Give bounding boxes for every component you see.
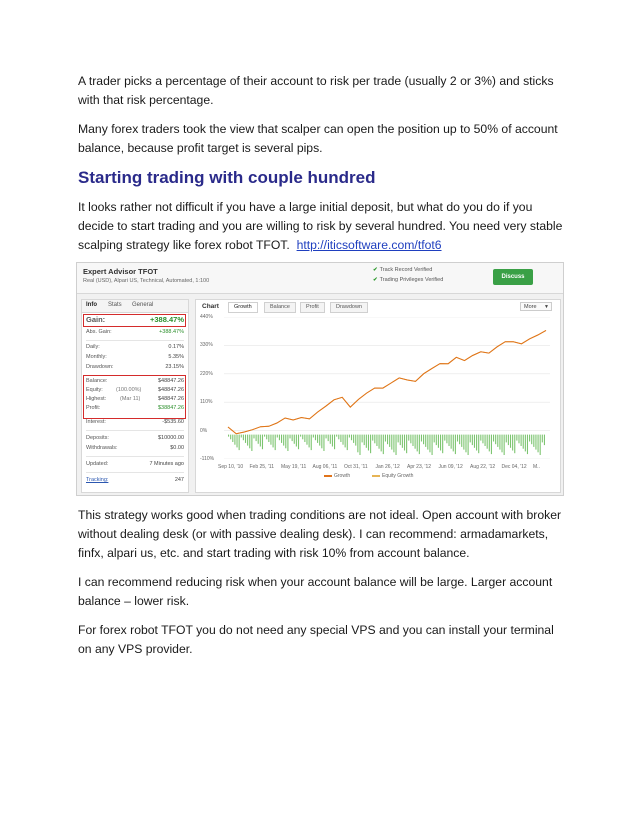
activity-bar xyxy=(404,435,405,451)
activity-bar xyxy=(355,435,356,446)
stat-deposits xyxy=(86,434,184,443)
stat-interest-label: Interest: xyxy=(86,419,106,425)
activity-bar xyxy=(406,435,407,454)
activity-bar xyxy=(338,435,339,440)
activity-bar xyxy=(321,435,322,449)
activity-bar xyxy=(468,435,469,455)
check-icon: ✔ xyxy=(373,277,378,283)
tab-stats[interactable]: Stats xyxy=(108,302,122,308)
activity-bar xyxy=(277,435,278,438)
stat-interest-value: -$535.60 xyxy=(162,419,184,425)
activity-bar xyxy=(228,435,229,437)
activity-bar xyxy=(398,435,399,443)
paragraph-reduce-risk: I can recommend reducing risk when your account balance will be large. Larger account balance – lower risk. xyxy=(78,575,553,608)
activity-bar xyxy=(311,435,312,451)
activity-bar xyxy=(436,435,437,446)
activity-bar xyxy=(516,435,517,441)
activity-bar xyxy=(421,435,422,442)
ea-title: Expert Advisor TFOT xyxy=(83,267,158,276)
activity-bar xyxy=(389,435,390,447)
activity-bar xyxy=(417,435,418,452)
tab-balance[interactable]: Balance xyxy=(264,302,296,313)
stat-equity-value: $48847.26 xyxy=(158,387,184,393)
activity-bar xyxy=(465,435,466,453)
activity-bar xyxy=(273,435,274,448)
activity-bar xyxy=(340,435,341,442)
section-heading: Starting trading with couple hundred xyxy=(78,168,376,187)
activity-bar xyxy=(538,435,539,453)
activity-bar xyxy=(251,435,252,451)
activity-bar xyxy=(351,435,352,441)
activity-bar xyxy=(249,435,250,449)
activity-bar xyxy=(423,435,424,445)
activity-bar xyxy=(362,435,363,443)
activity-bar xyxy=(243,435,244,441)
paragraph-initial-deposit xyxy=(78,198,568,255)
activity-bar xyxy=(372,435,373,441)
activity-bar xyxy=(461,435,462,447)
activity-bar xyxy=(294,435,295,444)
activity-bar xyxy=(432,435,433,455)
activity-bar xyxy=(241,435,242,438)
y-tick-label: -110% xyxy=(200,456,215,462)
x-tick-label: Dec 04, '12 xyxy=(501,464,527,470)
chart-panel xyxy=(195,299,561,493)
check-icon: ✔ xyxy=(373,267,378,273)
activity-bar xyxy=(463,435,464,450)
embedded-screenshot xyxy=(76,262,564,496)
activity-bar xyxy=(527,435,528,455)
activity-bar xyxy=(523,435,524,449)
stat-monthly-label: Monthly: xyxy=(86,354,107,360)
activity-bar xyxy=(296,435,297,447)
activity-bar xyxy=(493,435,494,442)
stat-balance-value: $48847.26 xyxy=(158,378,184,384)
activity-bar xyxy=(319,435,320,446)
activity-bar xyxy=(283,435,284,446)
stat-tracking-value: 247 xyxy=(174,477,184,483)
activity-bar xyxy=(419,435,420,455)
stat-deposits-label: Deposits: xyxy=(86,435,109,441)
paragraph-vps: For forex robot TFOT you do not need any special VPS and you can install your terminal on any VPS provider. xyxy=(78,623,554,656)
activity-bar xyxy=(304,435,305,442)
y-tick-label: 440% xyxy=(200,314,213,320)
activity-bar xyxy=(402,435,403,448)
activity-bar xyxy=(364,435,365,446)
y-tick-label: 220% xyxy=(200,370,213,377)
activity-bar xyxy=(258,435,259,444)
activity-bar xyxy=(334,435,335,450)
activity-bar xyxy=(533,435,534,447)
activity-bar xyxy=(381,435,382,452)
activity-bar xyxy=(374,435,375,444)
activity-bar xyxy=(300,435,301,437)
divider xyxy=(86,472,184,473)
legend-growth xyxy=(324,473,350,479)
activity-bar xyxy=(370,435,371,454)
activity-bar xyxy=(472,435,473,446)
x-tick-label: Jun 09, '12 xyxy=(438,464,463,470)
activity-bar xyxy=(451,435,452,449)
activity-bar xyxy=(234,435,235,445)
activity-bar xyxy=(485,435,486,446)
activity-bar xyxy=(268,435,269,442)
more-dropdown[interactable] xyxy=(520,302,552,311)
x-tick-label: Aug 06, '11 xyxy=(312,464,338,470)
activity-bar xyxy=(415,435,416,449)
activity-bar xyxy=(306,435,307,445)
activity-bar xyxy=(266,435,267,440)
paragraph-risk-percentage: A trader picks a percentage of their account to risk per trade (usually 2 or 3%) and sticks with that risk percentage. xyxy=(78,74,554,107)
stat-gain xyxy=(86,315,184,324)
discuss-button[interactable]: Discuss xyxy=(493,269,533,285)
x-tick-label: May 19, '11 xyxy=(281,464,307,470)
activity-bar xyxy=(315,435,316,441)
stat-withdrawals xyxy=(86,444,184,453)
activity-bar xyxy=(508,435,509,446)
activity-bar xyxy=(368,435,369,451)
activity-bar xyxy=(270,435,271,445)
y-tick-label: 330% xyxy=(200,342,213,349)
activity-bar xyxy=(491,435,492,455)
stat-deposits-value: $10000.00 xyxy=(158,435,184,441)
activity-bar xyxy=(542,435,543,443)
x-tick-label: Oct 31, '11 xyxy=(344,464,368,470)
activity-bar xyxy=(474,435,475,448)
activity-bar xyxy=(512,435,513,451)
info-tabs xyxy=(82,300,188,313)
activity-bar xyxy=(544,435,545,446)
activity-bar xyxy=(529,435,530,442)
activity-bar xyxy=(230,435,231,440)
activity-bar xyxy=(285,435,286,449)
stat-daily-label: Daily: xyxy=(86,344,100,350)
activity-bar xyxy=(478,435,479,454)
activity-bar xyxy=(495,435,496,445)
stat-balance-label: Balance: xyxy=(86,378,108,384)
stat-tracking-label[interactable]: Tracking: xyxy=(86,477,109,483)
activity-bar xyxy=(385,435,386,442)
activity-bar xyxy=(260,435,261,447)
activity-bar xyxy=(540,435,541,455)
tab-profit[interactable]: Profit xyxy=(300,302,325,313)
activity-bar xyxy=(328,435,329,442)
stat-interest xyxy=(86,418,184,427)
stat-highest-label: Highest: xyxy=(86,396,107,402)
activity-bar xyxy=(302,435,303,440)
activity-bar xyxy=(489,435,490,452)
stat-updated-value: 7 Minutes ago xyxy=(149,461,184,467)
activity-bar xyxy=(345,435,346,448)
stat-gain-label: Gain: xyxy=(86,315,106,324)
paragraph-scalper: Many forex traders took the view that scalper can open the position up to 50% of account balance, because profit target is several pips. xyxy=(78,122,558,155)
stat-gain-value: +388.47% xyxy=(150,315,184,324)
activity-bar xyxy=(487,435,488,449)
activity-bar xyxy=(446,435,447,444)
activity-bar xyxy=(349,435,350,438)
activity-bar xyxy=(236,435,237,448)
activity-bar xyxy=(410,435,411,444)
legend-swatch xyxy=(324,475,332,477)
stat-balance xyxy=(86,377,184,386)
stat-tracking[interactable] xyxy=(86,476,184,485)
activity-bar xyxy=(298,435,299,450)
stat-updated-label: Updated: xyxy=(86,461,109,467)
stat-equity xyxy=(86,386,184,395)
stat-abs-gain xyxy=(86,328,184,337)
activity-bar xyxy=(393,435,394,453)
stat-daily xyxy=(86,343,184,352)
activity-bar xyxy=(476,435,477,451)
screenshot-header xyxy=(77,263,563,294)
activity-bar xyxy=(440,435,441,451)
activity-bar xyxy=(497,435,498,447)
activity-bar xyxy=(391,435,392,450)
stat-withdrawals-label: Withdrawals: xyxy=(86,445,118,451)
stat-withdrawals-value: $0.00 xyxy=(170,445,184,451)
activity-bar xyxy=(264,435,265,437)
activity-bar xyxy=(383,435,384,455)
stat-profit-value: $38847.26 xyxy=(158,405,184,411)
activity-bar xyxy=(480,435,481,441)
activity-bar xyxy=(412,435,413,446)
activity-bar xyxy=(438,435,439,448)
paragraph-strategy: This strategy works good when trading conditions are not ideal. Open account with broker without dealing desk (or with passive dealing desk). I can recommend: armadamarkets, finfx, alpari us, etc. and start trading with risk 10% from account balance. xyxy=(78,508,562,560)
track-record-verified xyxy=(373,267,432,273)
stat-profit xyxy=(86,404,184,413)
y-tick-label: 110% xyxy=(200,399,213,406)
activity-bar xyxy=(379,435,380,449)
tab-general[interactable]: General xyxy=(132,302,154,308)
activity-bar xyxy=(510,435,511,448)
activity-bar xyxy=(442,435,443,454)
activity-bar xyxy=(408,435,409,441)
activity-bar xyxy=(332,435,333,447)
activity-bar xyxy=(504,435,505,455)
stat-highest-date: (Mar 11) xyxy=(120,396,141,402)
stat-equity-percent: (100.00%) xyxy=(116,387,142,393)
activity-bar xyxy=(359,435,360,455)
activity-bar xyxy=(387,435,388,445)
activity-bar xyxy=(253,435,254,439)
activity-bar xyxy=(448,435,449,446)
activity-bar xyxy=(245,435,246,443)
x-tick-label: Jan 26, '12 xyxy=(375,464,400,470)
growth-plot xyxy=(224,317,550,459)
ea-subtitle: Real (USD), Alpari US, Technical, Automated, 1:100 xyxy=(83,278,210,284)
stat-abs-gain-value: +388.47% xyxy=(159,329,184,335)
divider xyxy=(86,340,184,341)
activity-bar xyxy=(317,435,318,443)
activity-bar xyxy=(525,435,526,452)
activity-bar xyxy=(281,435,282,443)
track-record-verified-label: Track Record Verified xyxy=(379,267,433,273)
activity-bar xyxy=(336,435,337,437)
x-tick-label: Feb 25, '11 xyxy=(249,464,274,470)
trading-privileges-verified-label: Trading Privileges Verified xyxy=(379,277,444,283)
activity-bar xyxy=(521,435,522,446)
activity-bar xyxy=(342,435,343,445)
stat-profit-label: Profit: xyxy=(86,405,101,411)
stat-drawdown-label: Drawdown: xyxy=(86,364,114,370)
activity-bar xyxy=(457,435,458,442)
tab-info[interactable]: Info xyxy=(86,302,97,308)
legend-equity xyxy=(372,473,413,479)
activity-bar xyxy=(535,435,536,450)
chevron-down-icon: ▼ xyxy=(544,304,549,310)
activity-bar xyxy=(323,435,324,451)
x-tick-label: Aug 22, '12 xyxy=(470,464,496,470)
series-line-growth xyxy=(228,330,546,433)
x-tick-label: M.. xyxy=(533,464,540,470)
divider xyxy=(86,456,184,457)
activity-bar xyxy=(376,435,377,446)
activity-bar xyxy=(429,435,430,453)
activity-bar xyxy=(357,435,358,453)
activity-bar xyxy=(482,435,483,444)
activity-bar xyxy=(287,435,288,451)
stat-updated xyxy=(86,460,184,469)
activity-bar xyxy=(453,435,454,452)
paragraph-initial-deposit-text: It looks rather not difficult if you have a large initial deposit, but what do you do if you decide to start trading and you are willing to risk by several hundred. You need very stable scalping strategy like forex robot TFOT. xyxy=(78,200,563,252)
activity-bar xyxy=(279,435,280,441)
divider xyxy=(86,430,184,431)
stat-highest-value: $48847.26 xyxy=(158,396,184,402)
activity-bar xyxy=(499,435,500,450)
activity-bar xyxy=(326,435,327,439)
activity-bar xyxy=(425,435,426,447)
stat-equity-label: Equity: xyxy=(86,387,103,393)
activity-bar xyxy=(256,435,257,442)
legend-growth-label: Growth xyxy=(334,473,351,479)
activity-bar xyxy=(232,435,233,442)
more-dropdown-label: More xyxy=(524,304,537,310)
activity-bar xyxy=(330,435,331,444)
activity-bar xyxy=(289,435,290,439)
activity-bar xyxy=(292,435,293,442)
activity-bar xyxy=(444,435,445,441)
activity-bar xyxy=(518,435,519,444)
info-panel xyxy=(81,299,189,493)
activity-bar xyxy=(427,435,428,450)
x-tick-label: Apr 23, '12 xyxy=(407,464,432,470)
activity-bar xyxy=(395,435,396,455)
activity-bar xyxy=(506,435,507,443)
stat-abs-gain-label: Abs. Gain: xyxy=(86,329,112,335)
stat-monthly-value: 5.35% xyxy=(168,354,184,360)
activity-bar xyxy=(501,435,502,453)
tab-growth[interactable]: Growth xyxy=(228,302,258,313)
y-tick-label: 0% xyxy=(200,427,208,434)
activity-bar xyxy=(353,435,354,443)
stat-drawdown-value: 23.15% xyxy=(165,364,184,370)
activity-bar xyxy=(400,435,401,446)
stat-drawdown xyxy=(86,363,184,372)
tab-drawdown[interactable]: Drawdown xyxy=(330,302,368,313)
activity-bar xyxy=(313,435,314,438)
activity-bar xyxy=(455,435,456,455)
activity-bar xyxy=(239,435,240,451)
activity-bar xyxy=(459,435,460,445)
x-tick-label: Sep 10, '10 xyxy=(218,464,244,470)
activity-bar xyxy=(531,435,532,445)
stat-monthly xyxy=(86,353,184,362)
activity-bar xyxy=(309,435,310,448)
chart-label: Chart xyxy=(202,303,219,310)
activity-bar xyxy=(470,435,471,443)
trading-privileges-verified xyxy=(373,277,443,283)
activity-bar xyxy=(275,435,276,451)
stat-highest xyxy=(86,395,184,404)
activity-bar xyxy=(366,435,367,448)
activity-bar xyxy=(514,435,515,454)
activity-bar xyxy=(434,435,435,443)
activity-bar xyxy=(247,435,248,446)
tfot-link[interactable]: http://iticsoftware.com/tfot6 xyxy=(296,238,442,252)
stat-daily-value: 0.17% xyxy=(168,344,184,350)
legend-equity-label: Equity Growth xyxy=(382,473,414,479)
legend-swatch xyxy=(372,475,380,477)
activity-bar xyxy=(262,435,263,450)
activity-bar xyxy=(347,435,348,451)
